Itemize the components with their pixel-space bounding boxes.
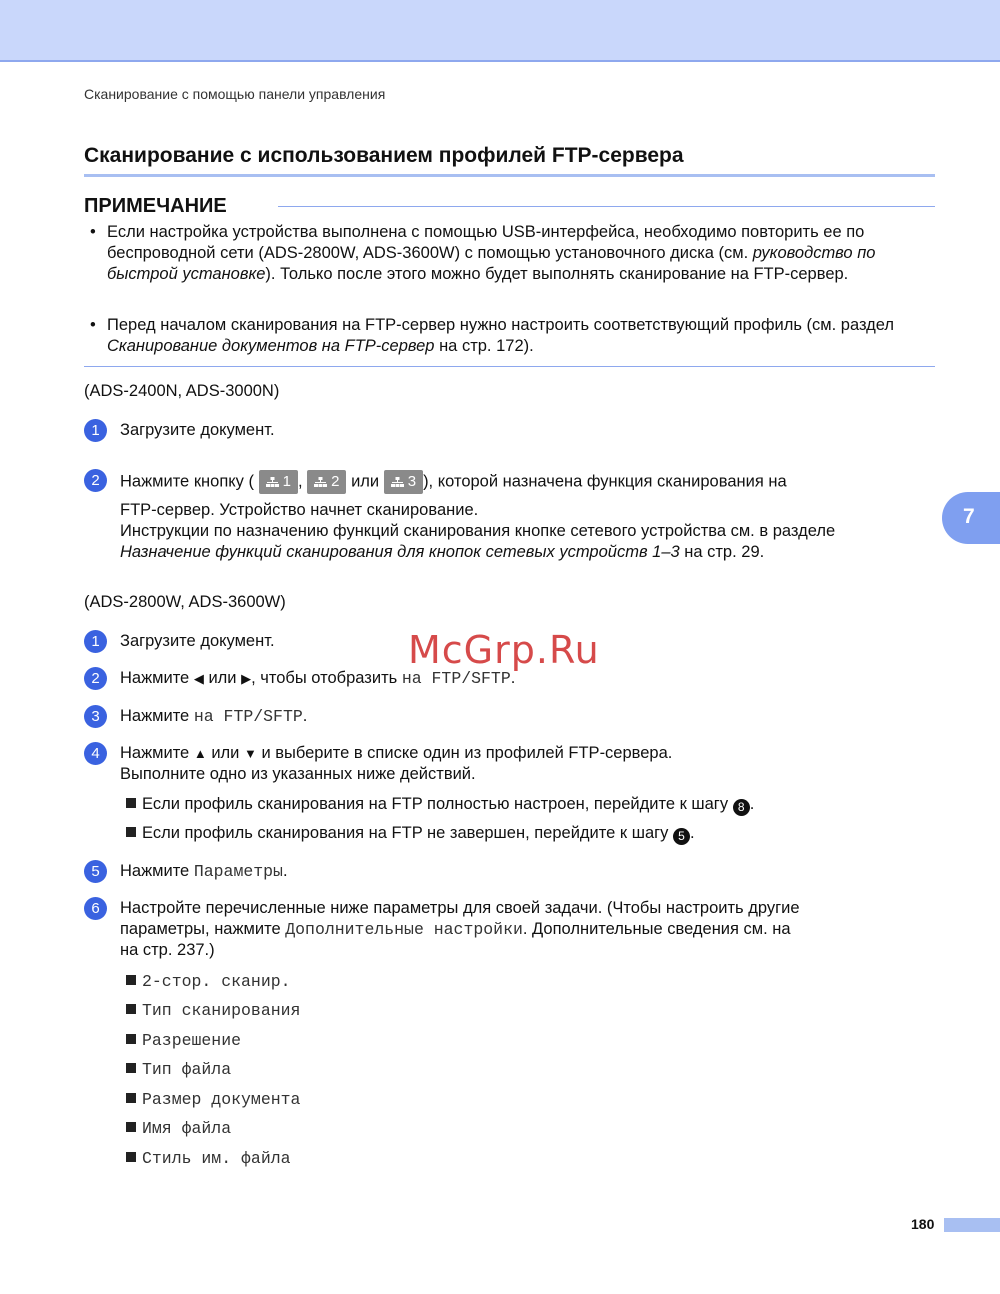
option-label: Размер документа <box>142 1090 301 1109</box>
square-bullet-icon <box>126 1152 136 1162</box>
substep-1: Если профиль сканирования на FTP полностью настроен, перейдите к шагу 8 . <box>126 794 754 816</box>
screen-label: на FTP/SFTP <box>401 669 511 688</box>
square-bullet-icon <box>126 975 136 985</box>
step-text: Настройте перечисленные ниже параметры для своей задачи. (Чтобы настроить другие <box>120 899 800 917</box>
step-text: Нажмите <box>120 707 190 725</box>
section-title: Сканирование с использованием профилей FTP-сервера <box>84 144 684 167</box>
step-text: и выберите в списке один из профилей FTP-сервера. <box>261 744 673 762</box>
step-number: 2 <box>84 469 107 492</box>
step-number: 5 <box>84 860 107 883</box>
arrow-left-icon: ◀ <box>193 671 204 686</box>
step-text: Нажмите кнопку ( <box>120 472 254 491</box>
substep-2: Если профиль сканирования на FTP не завершен, перейдите к шагу 5 . <box>126 823 695 845</box>
note-title: ПРИМЕЧАНИЕ <box>84 195 227 217</box>
step-text: . Дополнительные сведения см. на <box>522 920 791 938</box>
note-rule-bottom <box>84 366 935 367</box>
option-item <box>126 1148 291 1169</box>
square-bullet-icon <box>126 1093 136 1103</box>
separator-text: или <box>351 472 380 491</box>
chapter-number: 7 <box>963 505 975 528</box>
step-text: . <box>282 862 288 880</box>
step-text: или <box>211 744 240 762</box>
title-rule <box>84 174 935 177</box>
option-item <box>126 971 291 992</box>
step-text: на стр. 29. <box>679 543 765 561</box>
step-text: Нажмите <box>120 862 190 880</box>
step-text: Инструкции по назначению функций сканирования кнопке сетевого устройства см. в разделе <box>120 522 836 540</box>
arrow-up-icon: ▲ <box>193 746 207 761</box>
network-icon <box>266 477 279 488</box>
note-link-text: Сканирование документов на FTP-сервер <box>107 337 435 355</box>
network-icon <box>314 477 327 488</box>
note-link-text: руководство по быстрой установке <box>107 244 876 283</box>
step-text: Нажмите <box>120 744 190 762</box>
step-number: 2 <box>84 667 107 690</box>
step-number: 6 <box>84 897 107 920</box>
step-text: ), которой назначена функция сканирования на <box>423 472 787 491</box>
option-item <box>126 1030 241 1051</box>
step-number: 3 <box>84 705 107 728</box>
watermark: McGrp.Ru <box>408 628 600 672</box>
note-text: Если настройка устройства выполнена с помощью USB-интерфейса, необходимо повторить ее по беспроводной сети (ADS-2800W, ADS-3600W) с помощью установочного диска (см. <box>107 223 865 262</box>
step-number: 1 <box>84 419 107 442</box>
step-text: параметры, нажмите <box>120 920 281 938</box>
note-rule <box>278 206 935 207</box>
option-label: Тип сканирования <box>142 1001 301 1020</box>
note-text: на стр. 172). <box>434 337 534 355</box>
square-bullet-icon <box>126 1034 136 1044</box>
option-item <box>126 1000 300 1021</box>
option-label: Имя файла <box>142 1119 232 1138</box>
step-text: на стр. 237.) <box>120 941 215 959</box>
step-text: Загрузите документ. <box>120 421 275 439</box>
substep-text: Если профиль сканирования на FTP не завершен, перейдите к шагу <box>142 824 669 842</box>
network-button-3 <box>384 470 423 494</box>
step-text: Выполните одно из указанных ниже действий. <box>120 765 476 783</box>
option-item <box>126 1059 231 1080</box>
screen-label: на FTP/SFTP <box>193 707 303 726</box>
option-item <box>126 1118 231 1139</box>
chapter-tab <box>942 492 1000 544</box>
square-bullet-icon <box>126 798 136 808</box>
model-heading-a: (ADS-2400N, ADS-3000N) <box>84 382 280 400</box>
square-bullet-icon <box>126 1004 136 1014</box>
network-icon <box>391 477 404 488</box>
bullet-dot: • <box>90 223 96 241</box>
model-heading-b: (ADS-2800W, ADS-3600W) <box>84 593 286 611</box>
step-text: FTP-сервер. Устройство начнет сканирование. <box>120 501 479 519</box>
bullet-dot: • <box>90 316 96 334</box>
option-label: 2-стор. сканир. <box>142 972 291 991</box>
step-ref-badge: 5 <box>673 828 690 845</box>
step-reference: Назначение функций сканирования для кнопок сетевых устройств 1–3 <box>120 543 680 561</box>
button-label: 1 <box>282 473 291 490</box>
square-bullet-icon <box>126 827 136 837</box>
arrow-right-icon: ▶ <box>241 671 252 686</box>
page-number: 180 <box>911 1216 935 1232</box>
step-text: Нажмите <box>120 669 190 687</box>
option-item <box>126 1089 300 1110</box>
button-label: 3 <box>407 473 417 490</box>
note-text: Перед началом сканирования на FTP-сервер нужно настроить соответствующий профиль (см. раздел <box>107 316 895 334</box>
square-bullet-icon <box>126 1122 136 1132</box>
step-number: 1 <box>84 630 107 653</box>
running-head: Сканирование с помощью панели управления <box>84 86 386 102</box>
network-button-2 <box>307 470 346 494</box>
option-label: Стиль им. файла <box>142 1149 291 1168</box>
note-text: ). Только после этого можно будет выполнять сканирование на FTP-сервер. <box>265 265 849 283</box>
step-text: или <box>208 669 237 687</box>
page-number-bar <box>944 1218 1000 1232</box>
option-label: Тип файла <box>142 1060 232 1079</box>
step-text: Загрузите документ. <box>120 632 275 650</box>
option-label: Разрешение <box>142 1031 242 1050</box>
separator-text: , <box>297 472 303 491</box>
step-number: 4 <box>84 742 107 765</box>
arrow-down-icon: ▼ <box>243 746 257 761</box>
step-text: . <box>302 707 308 725</box>
screen-label: Дополнительные настройки <box>285 920 523 939</box>
button-label: 2 <box>331 473 340 490</box>
substep-text: Если профиль сканирования на FTP полностью настроен, перейдите к шагу <box>142 795 729 813</box>
square-bullet-icon <box>126 1063 136 1073</box>
step-ref-badge: 8 <box>733 799 750 816</box>
top-band <box>0 0 1000 62</box>
screen-label: Параметры <box>193 862 283 881</box>
step-text: , чтобы отобразить <box>251 669 398 687</box>
step-text: . <box>510 669 516 687</box>
network-button-1 <box>259 470 298 494</box>
